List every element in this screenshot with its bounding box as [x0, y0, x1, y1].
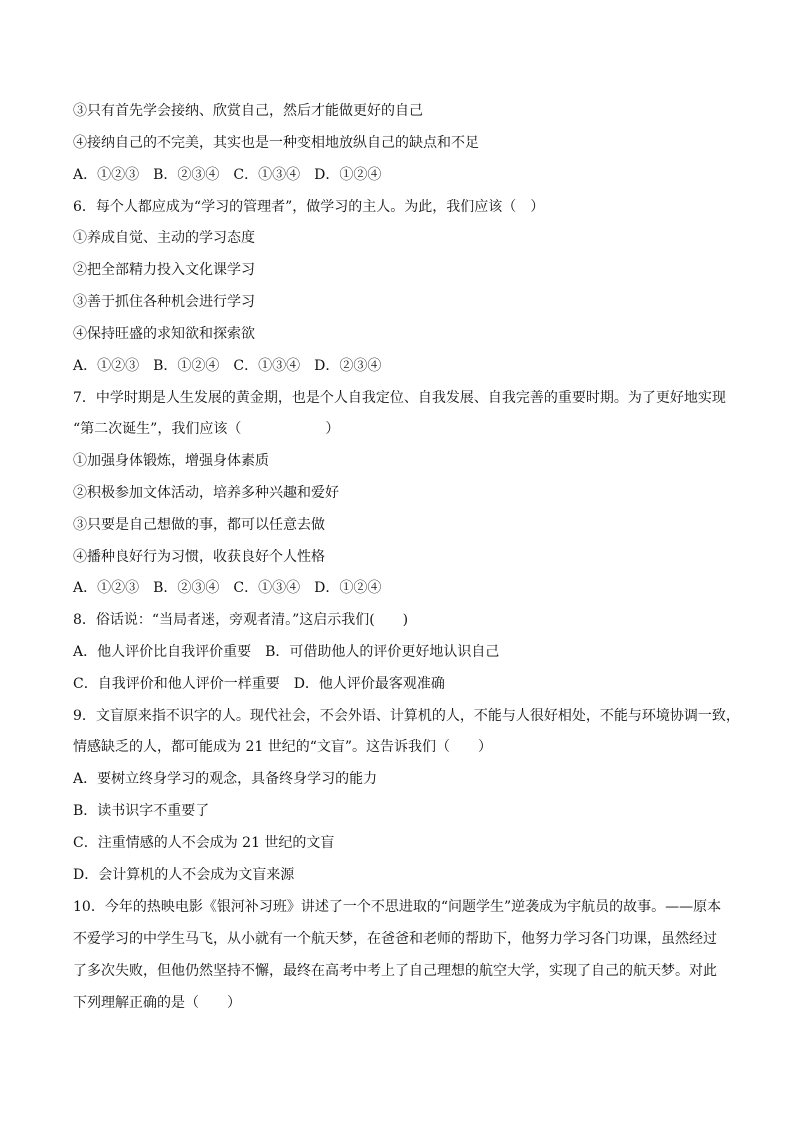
answer-choices-cd: C．自我评价和他人评价一样重要 D．他人评价最客观准确	[73, 676, 445, 692]
option-statement-1: ①养成自觉、主动的学习态度	[73, 230, 255, 246]
answer-choices-ab: A．他人评价比自我评价重要 B．可借助他人的评价更好地认识自己	[73, 644, 500, 660]
question-8-stem: 8．俗话说：“当局者迷，旁观者清。”这启示我们( )	[73, 612, 409, 628]
question-9-stem: 9．文盲原来指不识字的人。现代社会，不会外语、计算机的人，不能与人很好相处，不能与环境协调一致，	[73, 708, 740, 724]
answer-choices: A．①②③ B．①②④ C．①③④ D．②③④	[73, 358, 382, 374]
option-statement-2: ②积极参加文体活动，培养多种兴趣和爱好	[73, 485, 339, 501]
question-10-stem-cont-2: 了多次失败，但他仍然坚持不懈，最终在高考中考上了自己理想的航空大学，实现了自己的航天梦。对此	[73, 963, 717, 979]
option-statement-2: ②把全部精力投入文化课学习	[73, 262, 255, 278]
answer-choice-d: D．会计算机的人不会成为文盲来源	[73, 867, 295, 883]
answer-choice-c: C．注重情感的人不会成为 21 世纪的文盲	[73, 835, 335, 851]
answer-choices: A．①②③ B．②③④ C．①③④ D．①②④	[73, 580, 382, 596]
answer-choice-a: A．要树立终身学习的观念，具备终身学习的能力	[73, 771, 378, 787]
question-7-stem-cont: “第二次诞生”，我们应该（ ）	[73, 421, 340, 437]
question-6-stem: 6．每个人都应成为“学习的管理者”，做学习的主人。为此，我们应该（ ）	[73, 199, 545, 215]
option-statement-3: ③善于抓住各种机会进行学习	[73, 294, 255, 310]
answer-choices: A．①②③ B．②③④ C．①③④ D．①②④	[73, 167, 382, 183]
question-10-stem-cont-1: 不爱学习的中学生马飞，从小就有一个航天梦，在爸爸和老师的帮助下，他努力学习各门功课，虽然经过	[73, 931, 717, 947]
question-9-stem-cont: 情感缺乏的人，都可能成为 21 世纪的“文盲”。这告诉我们（ ）	[73, 739, 493, 755]
question-10-stem-cont-3: 下列理解正确的是（ ）	[73, 995, 241, 1011]
answer-choice-b: B．读书识字不重要了	[73, 803, 210, 819]
question-10-stem: 10．今年的热映电影《银河补习班》讲述了一个不思进取的“问题学生”逆袭成为宇航员的故事。——原本	[73, 899, 722, 915]
option-statement-1: ①加强身体锻炼，增强身体素质	[73, 453, 269, 469]
option-statement-3: ③只有首先学会接纳、欣赏自己，然后才能做更好的自己	[73, 103, 423, 119]
option-statement-4: ④播种良好行为习惯，收获良好个人性格	[73, 549, 325, 565]
option-statement-3: ③只要是自己想做的事，都可以任意去做	[73, 517, 325, 533]
option-statement-4: ④保持旺盛的求知欲和探索欲	[73, 326, 255, 342]
question-7-stem: 7．中学时期是人生发展的黄金期，也是个人自我定位、自我发展、自我完善的重要时期。为了更好地实现	[73, 390, 726, 406]
option-statement-4: ④接纳自己的不完美，其实也是一种变相地放纵自己的缺点和不足	[73, 135, 479, 151]
